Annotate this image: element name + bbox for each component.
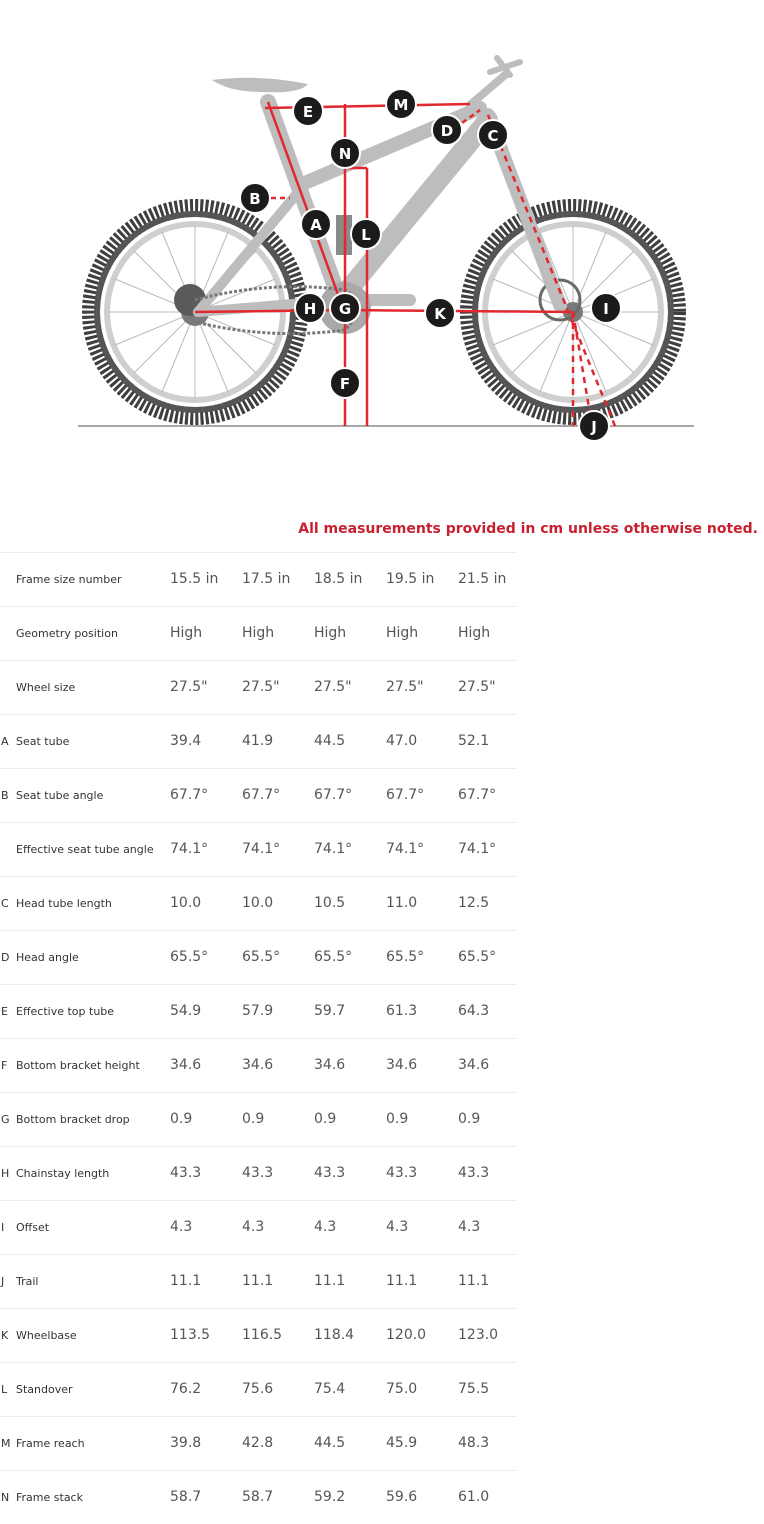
row-label: Head angle (16, 951, 79, 964)
label-j-bubble (579, 411, 609, 441)
cell-value: 67.7° (386, 787, 425, 803)
cell-value: High (458, 625, 491, 641)
cell-value: 52.1 (458, 733, 490, 749)
svg-text:K: K (434, 305, 446, 323)
cell-value: 61.0 (458, 1489, 490, 1505)
cell-value: 11.1 (386, 1273, 418, 1289)
cell-value: 27.5" (458, 679, 496, 695)
table-row (0, 1416, 516, 1470)
measurement-units-note: All measurements provided in cm unless otherwise noted. (298, 521, 758, 537)
cell-value: 27.5" (170, 679, 208, 695)
cell-value: 45.9 (386, 1435, 418, 1451)
row-label: Wheel size (16, 681, 76, 694)
svg-text:C: C (487, 127, 499, 145)
label-e-bubble (293, 96, 323, 126)
cell-value: 74.1° (170, 841, 209, 857)
cell-value: 43.3 (170, 1165, 202, 1181)
label-c-bubble (478, 120, 508, 150)
table-row (0, 984, 516, 1038)
cell-value: 65.5° (458, 949, 497, 965)
cell-value: 4.3 (170, 1219, 193, 1235)
cell-value: 0.9 (386, 1111, 409, 1127)
row-label: Geometry position (16, 627, 118, 640)
table-row (0, 606, 516, 660)
cell-value: 0.9 (314, 1111, 337, 1127)
row-letter: M (1, 1437, 11, 1450)
label-k-bubble (425, 298, 455, 328)
cell-value: 4.3 (242, 1219, 265, 1235)
row-letter: G (1, 1113, 10, 1126)
handlebar (490, 58, 520, 75)
cell-value: 118.4 (314, 1327, 355, 1343)
cell-value: 74.1° (314, 841, 353, 857)
cell-value: 76.2 (170, 1381, 202, 1397)
cell-value: 11.1 (170, 1273, 202, 1289)
label-h-bubble (295, 293, 325, 323)
cell-value: 43.3 (314, 1165, 346, 1181)
table-row (0, 1470, 516, 1524)
svg-text:G: G (338, 300, 352, 318)
cell-value: High (386, 625, 419, 641)
row-label: Effective seat tube angle (16, 843, 154, 856)
svg-text:M: M (393, 96, 409, 114)
cell-value: 65.5° (242, 949, 281, 965)
label-m-bubble (386, 89, 416, 119)
cell-value: 65.5° (386, 949, 425, 965)
label-f-bubble (330, 368, 360, 398)
cell-value: 59.7 (314, 1003, 346, 1019)
table-row (0, 1200, 516, 1254)
svg-text:N: N (338, 145, 352, 163)
row-label: Bottom bracket height (16, 1059, 140, 1072)
table-row (0, 660, 516, 714)
table-row (0, 876, 516, 930)
cell-value: 58.7 (242, 1489, 274, 1505)
cell-value: 34.6 (170, 1057, 202, 1073)
label-i-bubble (591, 293, 621, 323)
row-label: Wheelbase (16, 1329, 77, 1342)
cell-value: 59.6 (386, 1489, 418, 1505)
cell-value: 75.6 (242, 1381, 274, 1397)
table-row (0, 768, 516, 822)
cell-value: 0.9 (458, 1111, 481, 1127)
cell-value: 34.6 (458, 1057, 490, 1073)
cell-value: 43.3 (242, 1165, 274, 1181)
cell-value: 34.6 (314, 1057, 346, 1073)
row-letter: C (1, 897, 9, 910)
cell-value: High (242, 625, 275, 641)
cell-value: High (314, 625, 347, 641)
cell-value: 67.7° (242, 787, 281, 803)
table-row (0, 1146, 516, 1200)
table-row (0, 1092, 516, 1146)
cell-value: 113.5 (170, 1327, 211, 1343)
table-row (0, 714, 516, 768)
cell-value: 64.3 (458, 1003, 490, 1019)
cell-value: 120.0 (386, 1327, 427, 1343)
table-row (0, 1308, 516, 1362)
svg-text:L: L (361, 226, 371, 244)
cell-value: 75.4 (314, 1381, 346, 1397)
cell-value: 116.5 (242, 1327, 283, 1343)
row-letter: N (1, 1491, 10, 1504)
label-g-bubble (330, 293, 360, 323)
row-label: Seat tube (16, 735, 70, 748)
cell-value: 19.5 in (386, 571, 435, 587)
cell-value: 74.1° (458, 841, 497, 857)
row-letter: D (1, 951, 10, 964)
cell-value: 41.9 (242, 733, 274, 749)
geometry-table (0, 552, 516, 1524)
cell-value: 65.5° (170, 949, 209, 965)
table-row (0, 1254, 516, 1308)
cell-value: 11.1 (314, 1273, 346, 1289)
cell-value: 74.1° (386, 841, 425, 857)
cell-value: 0.9 (170, 1111, 193, 1127)
label-l-bubble (351, 219, 381, 249)
row-label: Frame stack (16, 1491, 83, 1504)
bike-illustration (0, 0, 764, 470)
cell-value: 47.0 (386, 733, 418, 749)
cell-value: 27.5" (242, 679, 280, 695)
row-label: Effective top tube (16, 1005, 115, 1018)
row-label: Standover (16, 1383, 73, 1396)
row-letter: J (1, 1275, 5, 1288)
row-label: Offset (16, 1221, 50, 1234)
cell-value: 67.7° (170, 787, 209, 803)
table-row (0, 1362, 516, 1416)
svg-text:J: J (591, 418, 597, 436)
cell-value: 17.5 in (242, 571, 291, 587)
cell-value: 4.3 (314, 1219, 337, 1235)
table-row (0, 822, 516, 876)
cell-value: 15.5 in (170, 571, 219, 587)
cell-value: 39.4 (170, 733, 202, 749)
cell-value: 10.0 (170, 895, 202, 911)
cell-value: 67.7° (314, 787, 353, 803)
cell-value: 74.1° (242, 841, 281, 857)
cell-value: 10.5 (314, 895, 346, 911)
saddle (212, 78, 308, 93)
label-d-bubble (432, 115, 462, 145)
cell-value: 67.7° (458, 787, 497, 803)
row-letter: H (1, 1167, 10, 1180)
row-letter: K (1, 1329, 9, 1342)
cell-value: 11.0 (386, 895, 418, 911)
cell-value: 27.5" (314, 679, 352, 695)
cell-value: 123.0 (458, 1327, 499, 1343)
row-label: Chainstay length (16, 1167, 110, 1180)
cell-value: 10.0 (242, 895, 274, 911)
geometry-diagram (0, 0, 764, 470)
cell-value: 34.6 (242, 1057, 274, 1073)
row-label: Frame size number (16, 573, 122, 586)
row-letter: I (1, 1221, 5, 1234)
cell-value: High (170, 625, 203, 641)
row-letter: F (1, 1059, 8, 1072)
row-label: Frame reach (16, 1437, 85, 1450)
svg-text:H: H (303, 300, 317, 318)
svg-text:D: D (440, 122, 454, 140)
table-row (0, 1038, 516, 1092)
cell-value: 4.3 (386, 1219, 409, 1235)
cell-value: 42.8 (242, 1435, 274, 1451)
cell-value: 4.3 (458, 1219, 481, 1235)
svg-text:B: B (249, 190, 261, 208)
cell-value: 12.5 (458, 895, 490, 911)
cell-value: 57.9 (242, 1003, 274, 1019)
cell-value: 27.5" (386, 679, 424, 695)
label-n-bubble (330, 138, 360, 168)
row-letter: E (1, 1005, 8, 1018)
cell-value: 18.5 in (314, 571, 363, 587)
row-label: Seat tube angle (16, 789, 104, 802)
table-row (0, 930, 516, 984)
cell-value: 75.5 (458, 1381, 490, 1397)
svg-text:I: I (603, 300, 609, 318)
row-letter: A (1, 735, 9, 748)
row-letter: B (1, 789, 9, 802)
cell-value: 44.5 (314, 733, 346, 749)
svg-text:A: A (310, 216, 322, 234)
svg-text:F: F (339, 375, 351, 393)
cell-value: 58.7 (170, 1489, 202, 1505)
cell-value: 34.6 (386, 1057, 418, 1073)
cell-value: 11.1 (458, 1273, 490, 1289)
row-label: Trail (16, 1275, 39, 1288)
cell-value: 43.3 (386, 1165, 418, 1181)
cell-value: 75.0 (386, 1381, 418, 1397)
table-row (0, 552, 516, 606)
svg-text:E: E (302, 103, 314, 121)
cell-value: 21.5 in (458, 571, 507, 587)
cell-value: 44.5 (314, 1435, 346, 1451)
cell-value: 0.9 (242, 1111, 265, 1127)
row-label: Bottom bracket drop (16, 1113, 130, 1126)
cell-value: 39.8 (170, 1435, 202, 1451)
label-a-bubble (301, 209, 331, 239)
cell-value: 54.9 (170, 1003, 202, 1019)
cell-value: 43.3 (458, 1165, 490, 1181)
cell-value: 59.2 (314, 1489, 346, 1505)
cell-value: 61.3 (386, 1003, 418, 1019)
cell-value: 65.5° (314, 949, 353, 965)
cell-value: 11.1 (242, 1273, 274, 1289)
row-letter: L (1, 1383, 8, 1396)
row-label: Head tube length (16, 897, 112, 910)
cell-value: 48.3 (458, 1435, 490, 1451)
label-b-bubble (240, 183, 270, 213)
